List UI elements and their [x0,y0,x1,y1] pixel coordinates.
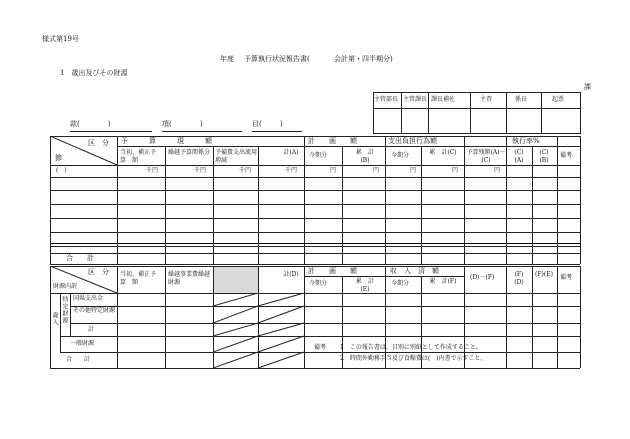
approval-divider [373,108,581,109]
unit-label: 千円 [146,167,159,174]
col-yobihi: 予備費支出流用増減 [215,149,258,164]
table2-col-tosho: 当初、補正予 算 額 [120,271,163,286]
tokutei-label: 特定財源 [61,296,68,324]
table1-row-line [50,253,580,254]
table1-col-line [557,136,558,264]
col-rate-cb: (C)(B) [539,149,549,164]
table2-col-line [557,266,558,368]
unit-label: 円 [410,167,417,174]
table1-header-bottom [50,165,580,166]
table1-double-line [50,243,580,244]
table2-row-line [70,323,580,324]
form-number: 様式第19号 [42,35,79,43]
approval-label: 主管部長 [374,96,399,103]
notes-label: 備考 [314,344,327,351]
row-ippan: 一般財源 [70,340,95,347]
table1-col-line [258,146,259,264]
col-kei-d: 計(D) [283,271,299,278]
table2-col-line [506,266,507,368]
table2-row-line [60,352,580,353]
table2-hatch [213,293,305,369]
table2-group-line [304,276,464,277]
row-kei: 計 [88,326,95,333]
table2-col-konki-1: 今期分 [309,280,328,287]
table1-col-line [304,136,305,264]
table2-col-line [532,266,533,368]
table2-row-line [70,306,580,307]
table1-row-line [50,177,580,178]
kan-close: ) [108,120,111,128]
table1-col-line [165,146,166,264]
approval-label: 係長 [515,96,528,103]
col-rate-ca: (C)(A) [514,149,524,164]
group-shunyu: 収 入 済 額 [390,267,439,275]
kan-underline [70,131,152,132]
table1-row-line [50,190,580,191]
col-rate-fe: (F)(E) [535,271,553,278]
table1-row-line [50,218,580,219]
table1-group-line [117,146,580,147]
table1-double-line [50,246,580,247]
table1-col-line [464,136,465,264]
note-2: 2 時間外勤務手当及び食糧費は( )内書で示すこと。 [340,355,487,362]
col-ruikei-b: 累 計(B) [355,149,374,164]
col-konki-2: 今期分 [391,152,410,159]
sainyu-label: 歳入 [51,312,58,326]
shaded-cell [214,267,258,293]
group-shishutsu: 支出負担行為額 [388,137,437,145]
table2-group-keikaku: 計 画 額 [308,267,357,275]
table2-col-biko: 備考 [560,274,573,281]
kan-label: 款( [70,120,80,128]
table1-col-line [580,136,581,264]
approval-col-line [401,92,402,134]
section-heading: 1 歳出及びその財源 [60,69,128,77]
table1-col-line [421,146,422,264]
col-konki-1: 今期分 [309,152,328,159]
table2-col-kurikoshi: 繰越事業費繰越財源 [168,271,211,286]
unit-label: 円 [330,167,337,174]
unit-label: 千円 [194,167,207,174]
page-title: 予算執行状況報告書( [244,55,310,63]
table1-col-line [385,136,386,264]
col-biko: 備考 [560,152,573,159]
approval-col-line [506,92,507,134]
table1-col-line [342,146,343,264]
unit-row-label: ( ) [56,167,67,174]
row-sonota: その他特定財源 [73,307,116,314]
table1-row-line [50,204,580,205]
col-kurikoshi: 繰越予算関係分 [168,149,211,156]
row-goukei: 合 計 [66,356,91,363]
table2-col-line [165,266,166,368]
zaigen-label: 財源内訳 [53,283,78,290]
total-label: 合 計 [66,254,94,262]
unit-label: 円 [494,167,501,174]
unit-label: 千円 [285,167,298,174]
unit-label: 円 [452,167,459,174]
table2-col-line [464,266,465,368]
table2-bottom-line [50,368,580,369]
table2-kubun-label: 区 分 [88,268,109,276]
approval-label: 主査 [480,96,493,103]
table1-row-line [50,232,580,233]
table2-col-line [580,266,581,368]
approval-col-line [428,92,429,134]
kou-underline [162,131,242,132]
approval-col-line [541,92,542,134]
table1-col-line [506,136,507,264]
table2-header-bottom [50,293,580,294]
row-kokken: 国県支出金 [73,295,104,302]
unit-label: 千円 [239,167,252,174]
group-yosan: 予 算 現 額 [121,137,212,145]
col-kei-a: 計(A) [283,149,299,156]
table1-bottom-line [50,264,580,265]
moku-underline [252,131,302,132]
group-keikaku: 計 画 額 [308,137,357,145]
table2-col-line [70,293,71,336]
kubun-label: 区 分 [88,139,109,147]
table2-row-line [60,336,580,337]
col-rate-fd: (F)(D) [514,271,524,286]
kou-close: ) [200,120,203,128]
col-dif: (D)－(F) [470,274,495,281]
unit-label: 円 [373,167,380,174]
kou-label: 項( [162,120,172,128]
table1-col-line [213,146,214,264]
title-period: 会計第・四半期分) [334,55,393,63]
table1-col-line [532,146,533,264]
setsu-label: 節 [55,154,62,162]
group-rate: 執行率% [512,137,540,145]
moku-label: 目( [252,120,262,128]
table2-col-line [385,266,386,368]
title-year: 年度 [220,55,234,63]
approval-col-line [470,92,471,134]
col-ruikei-e: 累 計(E) [355,278,374,293]
col-ruikei-f: 累 計(F) [429,278,457,285]
approval-label: 起票 [552,96,565,103]
col-ruikei-c: 累 計(C) [429,149,457,156]
note-1: 1 この報告書は、目別に別紙として作成すること。 [340,344,482,351]
approval-label: 課長補佐 [431,96,456,103]
col-zangaku: 予算残額(A)－(C) [466,149,506,164]
ka-label: 課 [584,83,591,91]
table2-col-konki-2: 今期分 [391,280,410,287]
approval-label: 主管課長 [403,96,428,103]
moku-close: ) [280,120,283,128]
col-tosho: 当初、補正予 算 額 [120,149,163,164]
